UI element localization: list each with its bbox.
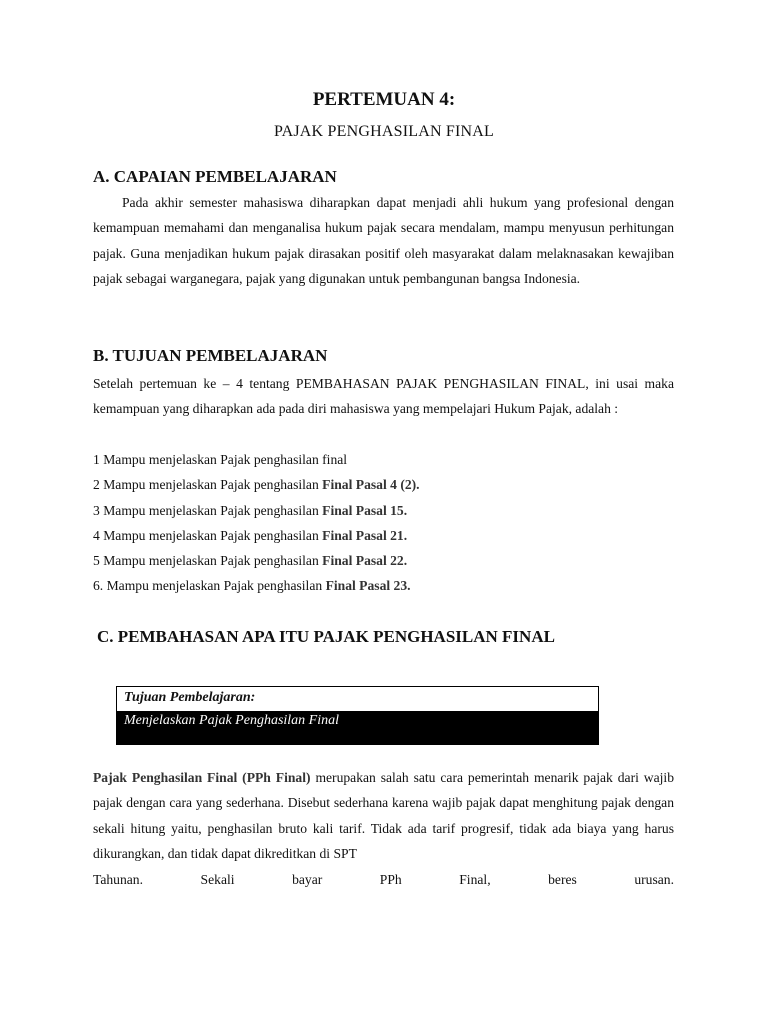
page-subtitle: PAJAK PENGHASILAN FINAL (273, 123, 495, 140)
section-b-heading: B. TUJUAN PEMBELAJARAN (93, 346, 328, 365)
list-item: 5 Mampu menjelaskan Pajak penghasilan Final Pasal 22. (93, 553, 408, 569)
list-item: 2 Mampu menjelaskan Pajak penghasilan Final Pasal 4 (2). (93, 477, 420, 493)
learning-goal-text: Menjelaskan Pajak Penghasilan Final (117, 711, 598, 744)
list-item: 4 Mampu menjelaskan Pajak penghasilan Final Pasal 21. (93, 527, 408, 543)
section-c-heading: C. PEMBAHASAN APA ITU PAJAK PENGHASILAN FINAL (97, 627, 555, 646)
section-c-last-line: Tahunan. Sekali bayar PPh Final, beres urusan. (93, 872, 674, 887)
list-item: 3 Mampu menjelaskan Pajak penghasilan Final Pasal 15. (93, 502, 408, 518)
section-c-paragraph: Pajak Penghasilan Final (PPh Final) merupakan salah satu cara pemerintah menarik pajak dari wajib pajak dengan cara yang sederhana. Disebut sederhana karena wajib pajak dapat menghitung pajak dengan sekali hitung yaitu, penghasilan bruto kali tarif. Tidak ada tarif progresif, tidak ada biaya yang harus dikurangkan, dan tidak dapat dikreditkan di SPT (93, 770, 675, 861)
section-a-paragraph: Pada akhir semester mahasiswa diharapkan dapat menjadi ahli hukum yang profesional dengan kemampuan memahami dan menganalisa hukum pajak secara mendalam, mampu menyusun perhitungan pajak. Guna menjadikan hukum pajak dirasakan positif oleh masyarakat dalam melaknasakan kewajiban pajak sebagai warganegara, pajak yang digunakan untuk pembangunan bangsa Indonesia. (93, 195, 674, 286)
pph-final-term: Pajak Penghasilan Final (PPh Final) (93, 770, 311, 785)
section-a-heading: A. CAPAIAN PEMBELAJARAN (93, 167, 337, 186)
learning-goal-box (116, 686, 599, 745)
page-title: PERTEMUAN 4: (312, 89, 456, 110)
learning-goal-label: Tujuan Pembelajaran: (117, 687, 598, 711)
learning-goals-list (93, 447, 674, 599)
section-b-intro: Setelah pertemuan ke – 4 tentang PEMBAHASAN PAJAK PENGHASILAN FINAL, ini usai maka kemampuan yang diharapkan ada pada diri mahasiswa yang mempelajari Hukum Pajak, adalah : (93, 376, 674, 417)
list-item: 6. Mampu menjelaskan Pajak penghasilan Final Pasal 23. (93, 578, 411, 594)
list-item: 1 Mampu menjelaskan Pajak penghasilan final (93, 452, 348, 467)
